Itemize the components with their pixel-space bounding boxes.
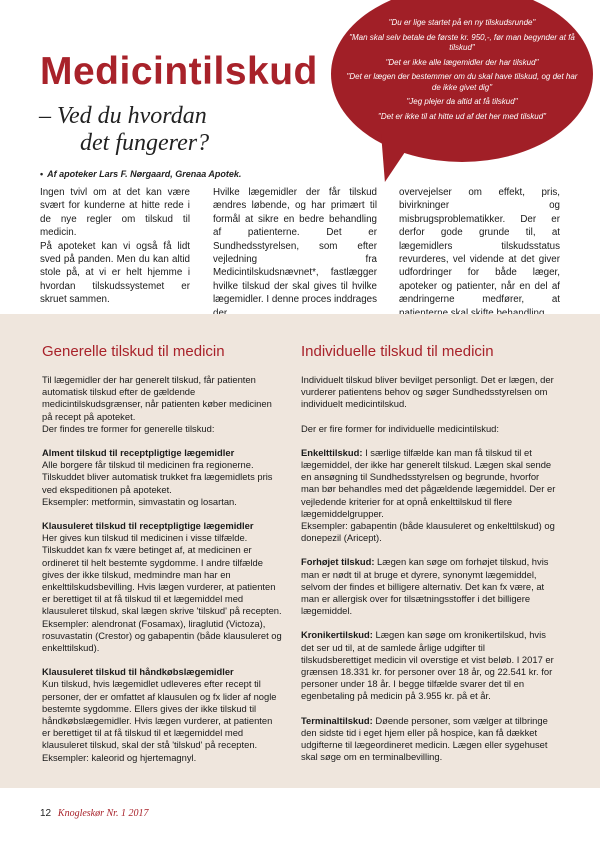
general-item-examples: Eksempler: alendronat (Fosamax), liraglutid (Victoza), rosuvastatin (Crestor) og gabapentin (både klausuleret og enkelttilskud). [42, 617, 282, 654]
general-item-2 [42, 520, 282, 654]
article-subtitle [39, 103, 209, 157]
general-item-title: Klausuleret tilskud til håndkøbslægemidler [42, 666, 234, 678]
general-item-body: Her gives kun tilskud til medicinen i visse tilfælde. Tilskuddet kan fx være betinget af, at medicinen er ordineret til helt bestemte sygdomme. I andre tilfælde gives der ikke tilskud, medmindre man har en enkelttilskudsbevilling. Hvis lægen vurderer, at patienten er berettiget til at få tilskud til et lægemiddel med klausuleret tilskud, skal lægen skrive 'tilskud' på recepten. [42, 532, 282, 617]
general-heading: Generelle tilskud til medicin [42, 343, 225, 360]
individual-item-title: Kronikertilskud: [301, 629, 373, 641]
article-title: Medicintilskud [40, 50, 318, 93]
individual-item-body: I særlige tilfælde kan man få tilskud til et lægemiddel, der ikke har generelt tilskud. Lægen skal sende en ansøgning til Sundhedsstyrelsen og begrunde, hvorfor man bør behandles med det pågældende lægemiddel. Der er vejledende kriterier for at opnå enkelttilskud til flere lægemiddelgrupper. [301, 446, 556, 519]
publication-name: Knogleskør Nr. 1 2017 [57, 808, 149, 819]
general-item-1 [42, 447, 282, 508]
bubble-quotes [342, 18, 582, 126]
general-item-body: Kun tilskud, hvis lægemidlet udleveres efter recept til personer, der er omfattet af klausulen og fx lider af nogle bestemte sygdomme. Ellers gives der ikke tilskud til håndkøbslægemidler. Hvis lægen vurderer, at patienten er berettiget til at få tilskud til et lægemiddel med klausuleret tilskud, skal der stå 'tilskud' på recepten. [42, 678, 277, 751]
page-footer [40, 808, 148, 819]
intro-paragraph: På apoteket kan vi også få lidt sved på panden. Men du kan altid stole på, at vi er helt hjemme i hvordan tilskudssystemet er skruet sammen. [40, 240, 190, 306]
individual-item-title: Terminaltilskud: [301, 714, 373, 726]
individual-intro-2: Der er fire former for individuelle medicintilskud: [301, 422, 499, 434]
individual-item-body: Døende personer, som vælger at tilbringe den sidste tid i eget hjem eller på hospice, kan få dækket udgifterne til lægeordineret medicin. Lægen eller sygehuset skal søge om en terminalbevilling. [301, 714, 548, 763]
general-intro-2: Der findes tre former for generelle tilskud: [42, 422, 215, 434]
individual-heading: Individuelle tilskud til medicin [301, 343, 494, 360]
quote: "Det er lægen der bestemmer om du skal have tilskud, og det har de ikke givet dig" [346, 72, 578, 92]
general-section [42, 374, 282, 776]
quote: "Jeg plejer da altid at få tilskud" [406, 97, 518, 106]
quote: "Du er lige startet på en ny tilskudsrunde" [388, 18, 536, 27]
general-item-title: Alment tilskud til receptpligtige lægemidler [42, 447, 235, 459]
individual-item-body: Lægen kan søge om forhøjet tilskud, hvis man er nødt til at bruge et dyrere, synonymt lægemiddel, selvom der findes et billigere alternativ. Det kan fx være, at man er allergisk over for tilsætningsstoffer i det billigere lægemiddel. [301, 556, 549, 617]
general-item-body: Alle borgere får tilskud til medicinen fra regionerne. Tilskuddet bliver automatisk trukket fra lægemidlets pris ved ekspeditionen på apoteket. [42, 459, 273, 495]
general-item-3 [42, 666, 282, 764]
intro-column-2 [213, 186, 377, 320]
byline [40, 169, 241, 179]
individual-item-4 [301, 715, 557, 764]
subtitle-line-2: det fungerer? [80, 130, 210, 156]
intro-column-1 [40, 186, 190, 307]
individual-item-2 [301, 556, 557, 617]
quote: "Man skal selv betale de første kr. 950,-, før man begynder at få tilskud" [349, 32, 575, 52]
individual-item-3 [301, 629, 557, 702]
general-item-examples: Eksempler: kaleorid og hjertemagnyl. [42, 751, 197, 763]
intro-paragraph: Hvilke lægemidler der får tilskud ændres løbende, og har primært til formål at sikre en bedre behandling af patienterne. Det er Sundhedsstyrelsen, som efter vejledning fra Medicintilskudsnævnet*, fastlægger hvilke tilskud der skal gives til hvilke lægemidler. I denne proces inddrages [213, 187, 377, 306]
individual-item-title: Enkelttilskud: [301, 446, 363, 458]
individual-item-1 [301, 447, 557, 545]
subtitle-line-1: – Ved du hvordan [39, 103, 207, 129]
intro-paragraph: Ingen tvivl om at det kan være svært for kunderne at hitte rede i de nye regler om tilskud til medicin. [40, 187, 190, 239]
individual-item-body: Lægen kan søge om kronikertilskud, hvis det ser ud til, at de samlede årlige udgifter til tilskudsberettiget medicin vil overstige et vist beløb. I 2017 er grænsen 18.331 kr. for personer over 18 år, og 22.541 kr. for personer under 18 år. I begge tilfælde svarer det til en egenbetaling på medicin på 3.955 kr. på et år. [301, 629, 554, 702]
general-item-examples: Eksempler: metformin, simvastatin og losartan. [42, 495, 237, 507]
intro-paragraph: overvejelser om effekt, pris, bivirkninger og misbrugsproblematikker. Der er derfor gode grunde til, at lægemidlers tilskudsstatus revurderes, vel vidende at det giver udfordringer for både læger, apoteker og patienter, når en del af ændringerne medfører, at [399, 187, 560, 306]
bullet-icon: • [40, 169, 44, 179]
individual-item-title: Forhøjet tilskud: [301, 556, 375, 568]
quote: "Det er ikke til at hitte ud af det her med tilskud" [378, 111, 546, 121]
intro-column-3 [399, 186, 560, 320]
page-number: 12 [40, 808, 52, 819]
general-item-title: Klausuleret tilskud til receptpligtige lægemidler [42, 520, 254, 532]
individual-intro: Individuelt tilskud bliver bevilget personligt. Det er lægen, der vurderer patientens behov og søger Sundhedsstyrelsen om individuelt medicintilskud. [301, 374, 554, 410]
individual-section [301, 374, 557, 775]
byline-text: Af apoteker Lars F. Nørgaard, Grenaa Apotek. [47, 169, 242, 179]
individual-item-examples: Eksempler: gabapentin (både klausuleret og enkelttilskud) og donepezil (Aricept). [301, 520, 555, 544]
general-intro: Til lægemidler der har generelt tilskud, får patienten automatisk tilskud efter de gældende medicintilskudsgrænser, når patienten køber medicinen på recept på apoteket. [42, 374, 272, 422]
quote: "Det er ikke alle lægemidler der har tilskud" [385, 57, 539, 67]
